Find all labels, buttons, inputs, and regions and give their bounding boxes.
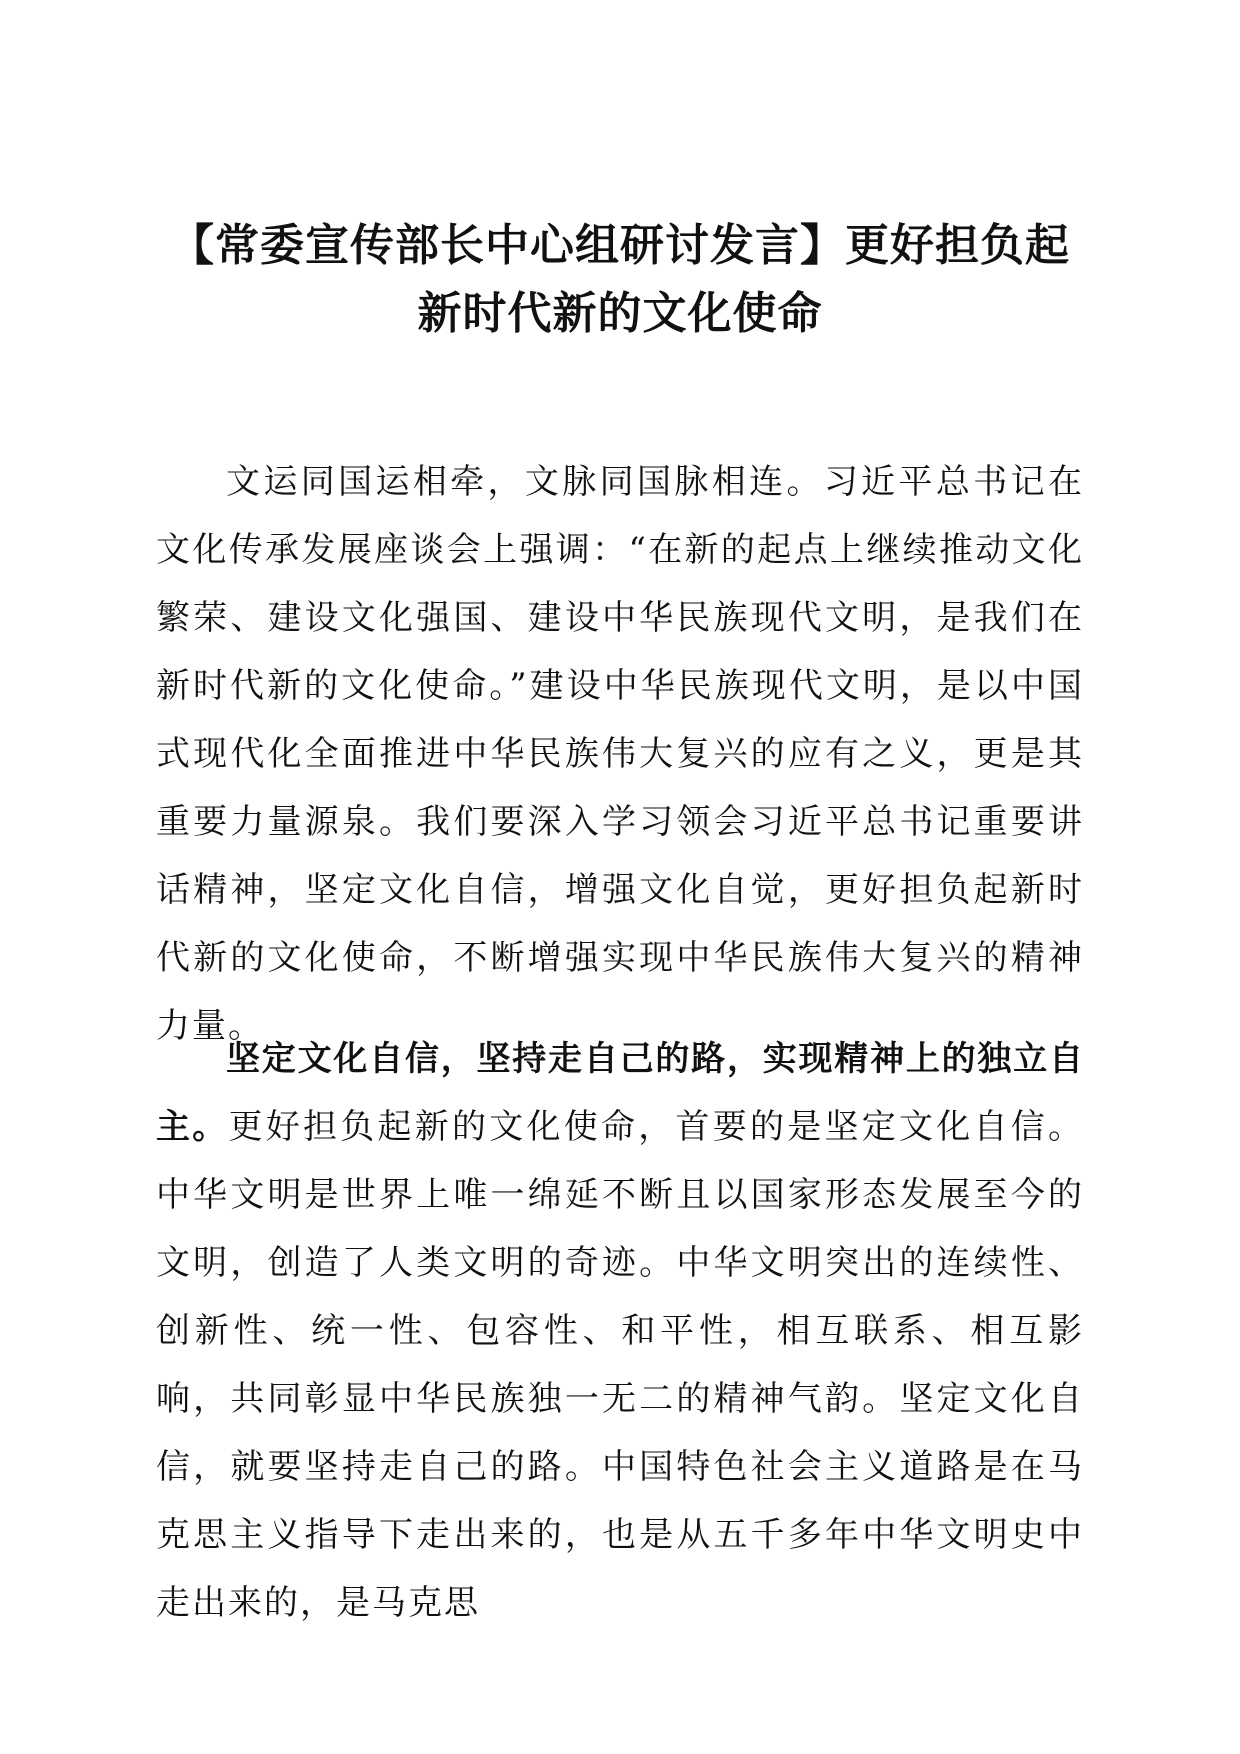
- paragraph-body-text: 更好担负起新的文化使命，首要的是坚定文化自信。中华文明是世界上唯一绵延不断且以国家形态发展至今的文明，创造了人类文明的奇迹。中华文明突出的连续性、创新性、统一性、包容性、和平性，相互联系、相互影响，共同彰显中华民族独一无二的精神气韵。坚定文化自信，就要坚持走自己的路。中国特色社会主义道路是在马克思主义指导下走出来的，也是从五千多年中华文明史中走出来的，是马克思: [156, 1107, 1084, 1623]
- title-line-1: 【常委宣传部长中心组研讨发言】更好担负起: [170, 220, 1070, 271]
- paragraph-cultural-confidence: [156, 1025, 1084, 1637]
- title-line-2: 新时代新的文化使命: [417, 288, 823, 339]
- document-title: [150, 212, 1090, 348]
- paragraph-intro: 文运同国运相牵，文脉同国脉相连。习近平总书记在文化传承发展座谈会上强调：“在新的起点上继续推动文化繁荣、建设文化强国、建设中华民族现代文明，是我们在新时代新的文化使命。”建设中华民族现代文明，是以中国式现代化全面推进中华民族伟大复兴的应有之义，更是其重要力量源泉。我们要深入学习领会习近平总书记重要讲话精神，坚定文化自信，增强文化自觉，更好担负起新时代新的文化使命，不断增强实现中华民族伟大复兴的精神力量。: [156, 462, 1084, 1046]
- paragraph-lead-heading: 坚定文化自信，坚持走自己的路，实现精神上的独立自主。: [156, 1039, 1084, 1147]
